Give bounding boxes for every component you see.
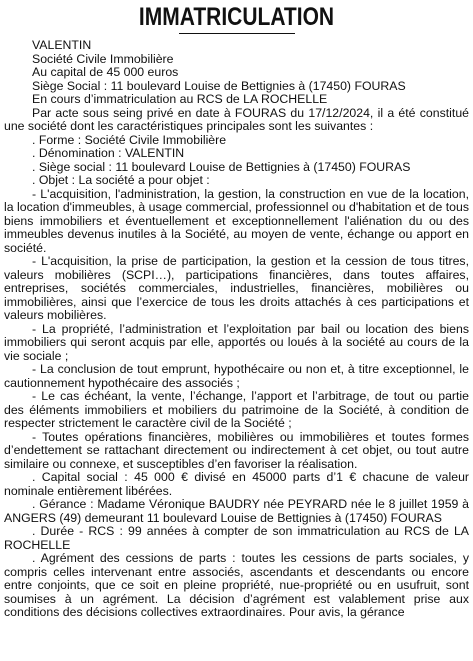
object-paragraph: - L'acquisition, l'administration, la gestion, la construction en vue de la location, la location d'immeubles, à usage commercial, professionnel ou d'habitation et de tous biens immobiliers et éventuellement et exceptionnellement l'aliénation du ou des immeubles devenus inutiles à la Société, au moyen de vente, échange ou apport en société. — [4, 186, 469, 255]
object-paragraph: - Toutes opérations financières, mobilières ou immobilières et toutes formes d’endettement se rattachant directement ou indirectement à cet objet, ou tout autre similaire ou connexe, et susceptibles d’en favoriser la réalisation. — [4, 429, 469, 471]
intro-paragraph: Par acte sous seing privé en date à FOURAS du 17/12/2024, il a été constitué une société dont les caractéristiques principales sont les suivantes : — [4, 105, 469, 133]
company-name: VALENTIN — [32, 38, 92, 52]
company-seat: Siège Social : 11 boulevard Louise de Bettignies à (17450) FOURAS — [32, 78, 406, 93]
item-denomination: . Dénomination : VALENTIN — [32, 146, 185, 160]
object-paragraph: - Le cas échéant, la vente, l’échange, l’apport et l’arbitrage, de tout ou partie des éléments immobiliers et mobiliers du patrimoine de la Société, à condition de respecter strictement le caractère civil de la Société ; — [4, 389, 469, 430]
title-underline — [179, 33, 295, 34]
agrement-paragraph: . Agrément des cessions de parts : toutes les cessions de parts sociales, y compris celles intervenant entre associés, ascendants et descendants ou encore entre conjoints, que ce soit en pleine propriété, nue-propriété ou en usufruit, sont soumises à un agrément. La décision d’agrément est valablement prise aux conditions des décisions collectives extraordinaires. Pour avis, la gérance — [4, 551, 469, 619]
object-paragraph: - L'acquisition, la prise de participation, la gestion et la cession de tous titres, valeurs mobilières (SCPI…), participations financières, dans toutes affaires, entreprises, sociétés commerciales, industrielles, financières, mobilières ou immobilières, ainsi que l’exercice de tous les droits attachés à ces participations et valeurs mobilières. — [4, 254, 469, 322]
duree-paragraph: . Durée - RCS : 99 années à compter de son immatriculation au RCS de LA ROCHELLE — [4, 524, 469, 552]
capital-paragraph: . Capital social : 45 000 € divisé en 45000 parts d’1 € chacune de valeur nominale entièrement libérées. — [4, 470, 469, 498]
legal-notice — [0, 2, 473, 661]
company-form: Société Civile Immobilière — [32, 51, 174, 66]
notice-title: IMMATRICULATION — [138, 3, 335, 31]
item-forme: . Forme : Société Civile Immobilière — [32, 132, 227, 147]
gerance-paragraph: . Gérance : Madame Véronique BAUDRY née PEYRARD née le 8 juillet 1959 à ANGERS (49) demeurant 11 boulevard Louise de Bettignies à (17450) FOURAS — [4, 497, 469, 525]
company-capital: Au capital de 45 000 euros — [32, 65, 179, 79]
item-objet: . Objet : La société a pour objet : — [32, 173, 210, 187]
object-paragraph: - La conclusion de tout emprunt, hypothécaire ou non et, à titre exceptionnel, le cautionnement hypothécaire des associés ; — [4, 362, 469, 390]
company-registration: En cours d’immatriculation au RCS de LA ROCHELLE — [32, 92, 328, 106]
notice-body — [4, 39, 469, 620]
object-paragraph: - La propriété, l’administration et l’exploitation par bail ou location des biens immobiliers qui seront acquis par elle, apportés ou loués à la société au cours de la vie sociale ; — [4, 321, 469, 363]
item-siege: . Siège social : 11 boulevard Louise de Bettignies à (17450) FOURAS — [32, 159, 411, 174]
